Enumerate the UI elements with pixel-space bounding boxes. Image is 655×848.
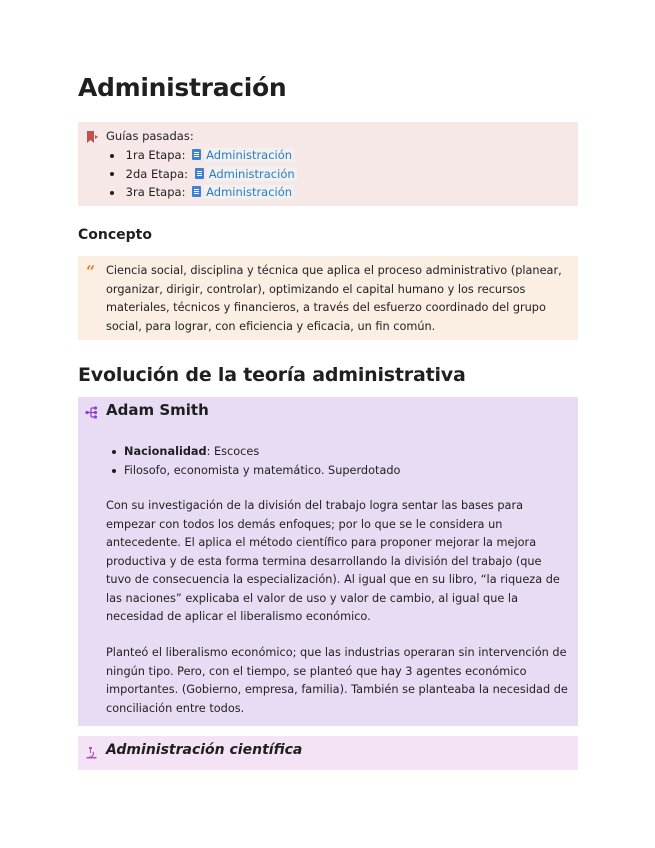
past-guides-heading: Guías pasadas: — [106, 129, 194, 143]
past-guides-list — [110, 146, 297, 202]
guide-link[interactable]: Administración — [206, 148, 293, 162]
microscope-icon — [85, 746, 98, 759]
guide-link[interactable]: Administración — [206, 185, 293, 199]
page-title: Administración — [78, 73, 287, 102]
adam-smith-facts — [112, 443, 400, 480]
adam-smith-paragraph-2: Planteó el liberalismo económico; que las industrias operaran sin intervención de ningún tipo. Pero, con el tiempo, se planteó que hay 3 agentes económico importantes. (Gobierno, empresa, familia). También se planteaba la necesidad de conciliación entre todos. — [106, 646, 568, 715]
quote-icon: “ — [86, 262, 96, 281]
scientific-administration-callout — [78, 736, 578, 770]
bookmark-icon — [86, 131, 98, 143]
concept-text: Ciencia social, disciplina y técnica que aplica el proceso administrativo (planear, organizar, dirigir, controlar), optimizando el capital humano y los recursos materiales, técnicos y financieros, a través del esfuerzo coordinado del grupo social, para lograr, con eficiencia y eficacia, un fin común. — [106, 264, 562, 333]
list-item: Filosofo, economista y matemático. Superdotado — [112, 462, 400, 481]
list-item — [112, 443, 400, 462]
past-guides-callout — [78, 122, 578, 206]
guide-label: 3ra Etapa: — [125, 185, 186, 199]
network-icon — [85, 406, 98, 419]
adam-smith-paragraph-1: Con su investigación de la división del trabajo logra sentar las bases para empezar con todos los demás enfoques; por lo que se le considera un antecedente. El aplica el método científico para proponer mejorar la mejora productiva y de esta forma termina desarrollando la división del trabajo (que tuvo de consecuencia la especialización). Al igual que en su libro, “la riqueza de las naciones” explicaba el valor de uso y valor de cambio, al igual que la necesidad de aplicar el liberalismo económico. — [106, 499, 560, 623]
evolution-heading: Evolución de la teoría administrativa — [78, 364, 466, 386]
adam-smith-title: Adam Smith — [106, 401, 209, 419]
document-icon — [192, 186, 201, 197]
document-icon — [192, 149, 201, 160]
scientific-administration-title: Administración científica — [106, 742, 303, 758]
guide-label: 2da Etapa: — [125, 166, 189, 181]
list-item — [110, 183, 297, 202]
concept-heading: Concepto — [78, 227, 152, 243]
list-item — [110, 146, 297, 165]
list-item — [110, 165, 297, 184]
nationality-value: : Escoces — [206, 445, 260, 458]
guide-link[interactable]: Administración — [208, 166, 295, 181]
nationality-label: Nacionalidad — [124, 445, 207, 458]
document-icon — [195, 168, 204, 179]
guide-label: 1ra Etapa: — [125, 148, 186, 162]
adam-smith-callout — [78, 397, 578, 726]
concept-callout — [78, 256, 578, 340]
